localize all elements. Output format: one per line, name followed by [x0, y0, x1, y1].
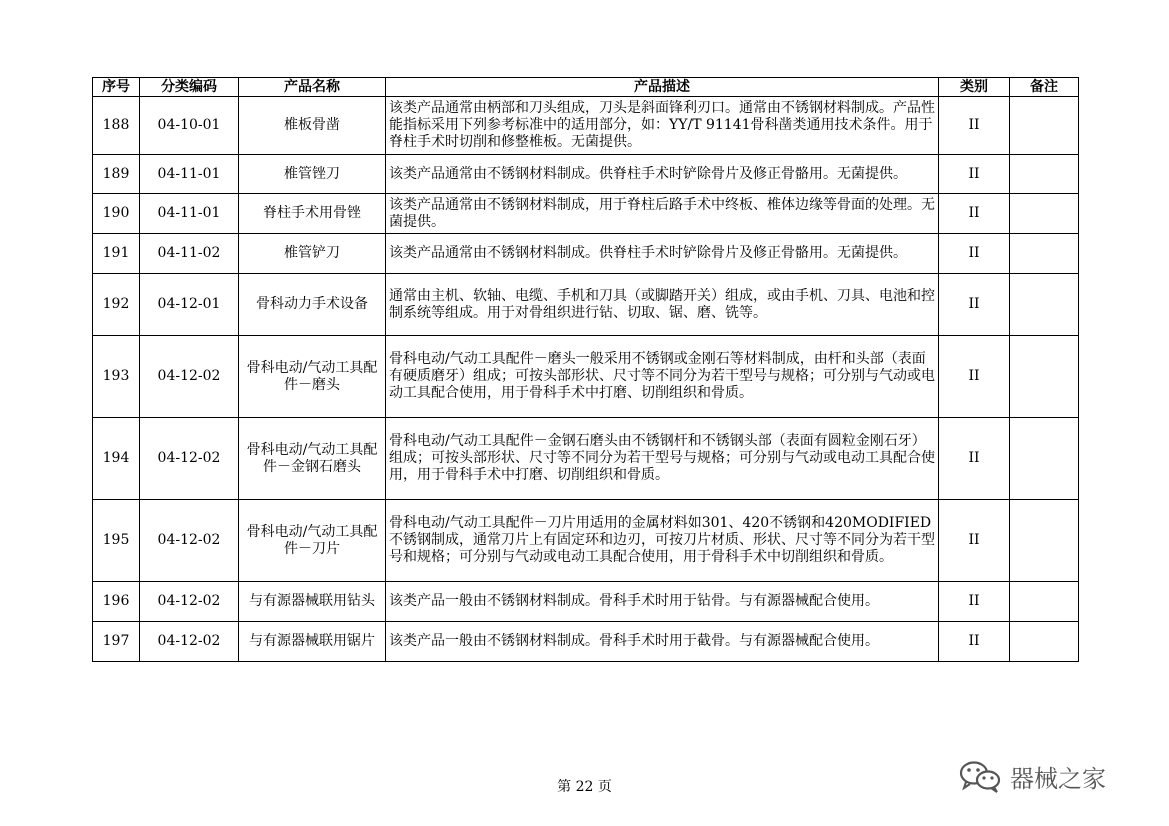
class-cell: II — [939, 234, 1010, 274]
code-cell: 04-12-02 — [140, 582, 239, 622]
code-cell: 04-12-01 — [140, 274, 239, 336]
note-cell — [1010, 336, 1079, 418]
desc-cell: 该类产品一般由不锈钢材料制成。骨科手术时用于钻骨。与有源器械配合使用。 — [386, 582, 939, 622]
catalog-table — [92, 77, 1079, 662]
code-cell: 04-12-02 — [140, 500, 239, 582]
table-row — [93, 155, 1079, 194]
desc-cell: 通常由主机、软轴、电缆、手机和刀具（或脚踏开关）组成，或由手机、刀具、电池和控制系统等组成。用于对骨组织进行钻、切取、锯、磨、铣等。 — [386, 274, 939, 336]
class-cell: II — [939, 274, 1010, 336]
header-seq: 序号 — [93, 78, 140, 97]
header-note: 备注 — [1010, 78, 1079, 97]
name-cell: 脊柱手术用骨锉 — [239, 194, 386, 234]
code-cell: 04-11-01 — [140, 194, 239, 234]
seq-cell: 191 — [93, 234, 140, 274]
desc-cell: 该类产品一般由不锈钢材料制成。骨科手术时用于截骨。与有源器械配合使用。 — [386, 622, 939, 662]
code-cell: 04-12-02 — [140, 622, 239, 662]
seq-cell: 194 — [93, 418, 140, 500]
table-row — [93, 274, 1079, 336]
header-row — [93, 78, 1079, 97]
code-cell: 04-12-02 — [140, 336, 239, 418]
table-row — [93, 336, 1079, 418]
name-cell: 骨科动力手术设备 — [239, 274, 386, 336]
note-cell — [1010, 194, 1079, 234]
desc-cell: 该类产品通常由不锈钢材料制成，用于脊柱后路手术中终板、椎体边缘等骨面的处理。无菌提供。 — [386, 194, 939, 234]
table-row — [93, 234, 1079, 274]
seq-cell: 197 — [93, 622, 140, 662]
desc-cell: 该类产品通常由柄部和刀头组成，刀头是斜面锋利刃口。通常由不锈钢材料制成。产品性能指标采用下列参考标准中的适用部分，如：YY/T 91141骨科凿类通用技术条件。用于脊柱手术时切削和修整椎板。无菌提供。 — [386, 97, 939, 155]
name-cell: 椎板骨凿 — [239, 97, 386, 155]
note-cell — [1010, 97, 1079, 155]
table-row — [93, 194, 1079, 234]
class-cell: II — [939, 194, 1010, 234]
seq-cell: 190 — [93, 194, 140, 234]
table-row — [93, 622, 1079, 662]
header-code: 分类编码 — [140, 78, 239, 97]
name-cell: 与有源器械联用钻头 — [239, 582, 386, 622]
wechat-logo-icon — [958, 759, 1002, 793]
table-row — [93, 582, 1079, 622]
note-cell — [1010, 582, 1079, 622]
name-cell: 与有源器械联用锯片 — [239, 622, 386, 662]
name-cell: 骨科电动/气动工具配件－刀片 — [239, 500, 386, 582]
note-cell — [1010, 500, 1079, 582]
seq-cell: 195 — [93, 500, 140, 582]
table-row — [93, 500, 1079, 582]
code-cell: 04-11-01 — [140, 155, 239, 194]
table-row — [93, 97, 1079, 155]
note-cell — [1010, 418, 1079, 500]
seq-cell: 188 — [93, 97, 140, 155]
header-desc: 产品描述 — [386, 78, 939, 97]
seq-cell: 192 — [93, 274, 140, 336]
name-cell: 椎管锉刀 — [239, 155, 386, 194]
header-name: 产品名称 — [239, 78, 386, 97]
class-cell: II — [939, 336, 1010, 418]
desc-cell: 该类产品通常由不锈钢材料制成。供脊柱手术时铲除骨片及修正骨骼用。无菌提供。 — [386, 234, 939, 274]
desc-cell: 骨科电动/气动工具配件－金钢石磨头由不锈钢杆和不锈钢头部（表面有圆粒金刚石牙）组成；可按头部形状、尺寸等不同分为若干型号与规格；可分别与气动或电动工具配合使用，用于骨科手术中打磨、切削组织和骨质。 — [386, 418, 939, 500]
code-cell: 04-11-02 — [140, 234, 239, 274]
name-cell: 骨科电动/气动工具配件－磨头 — [239, 336, 386, 418]
name-cell: 椎管铲刀 — [239, 234, 386, 274]
seq-cell: 193 — [93, 336, 140, 418]
desc-cell: 骨科电动/气动工具配件－刀片用适用的金属材料如301、420不锈钢和420MODIFIED不锈钢制成，通常刀片上有固定环和边刃，可按刀片材质、形状、尺寸等不同分为若干型号和规格；可分别与气动或电动工具配合使用，用于骨科手术中切削组织和骨质。 — [386, 500, 939, 582]
class-cell: II — [939, 155, 1010, 194]
name-cell: 骨科电动/气动工具配件－金钢石磨头 — [239, 418, 386, 500]
seq-cell: 196 — [93, 582, 140, 622]
code-cell: 04-12-02 — [140, 418, 239, 500]
desc-cell: 骨科电动/气动工具配件－磨头一般采用不锈钢或金刚石等材料制成，由杆和头部（表面有硬质磨牙）组成；可按头部形状、尺寸等不同分为若干型号与规格；可分别与气动或电动工具配合使用，用于骨科手术中打磨、切削组织和骨质。 — [386, 336, 939, 418]
note-cell — [1010, 155, 1079, 194]
desc-cell: 该类产品通常由不锈钢材料制成。供脊柱手术时铲除骨片及修正骨骼用。无菌提供。 — [386, 155, 939, 194]
class-cell: II — [939, 418, 1010, 500]
page-number: 第 22 页 — [557, 779, 612, 795]
watermark — [958, 756, 1106, 796]
class-cell: II — [939, 500, 1010, 582]
code-cell: 04-10-01 — [140, 97, 239, 155]
note-cell — [1010, 274, 1079, 336]
class-cell: II — [939, 622, 1010, 662]
class-cell: II — [939, 97, 1010, 155]
note-cell — [1010, 234, 1079, 274]
note-cell — [1010, 622, 1079, 662]
class-cell: II — [939, 582, 1010, 622]
watermark-text: 器械之家 — [1010, 764, 1106, 793]
header-class: 类别 — [939, 78, 1010, 97]
table-row — [93, 418, 1079, 500]
seq-cell: 189 — [93, 155, 140, 194]
